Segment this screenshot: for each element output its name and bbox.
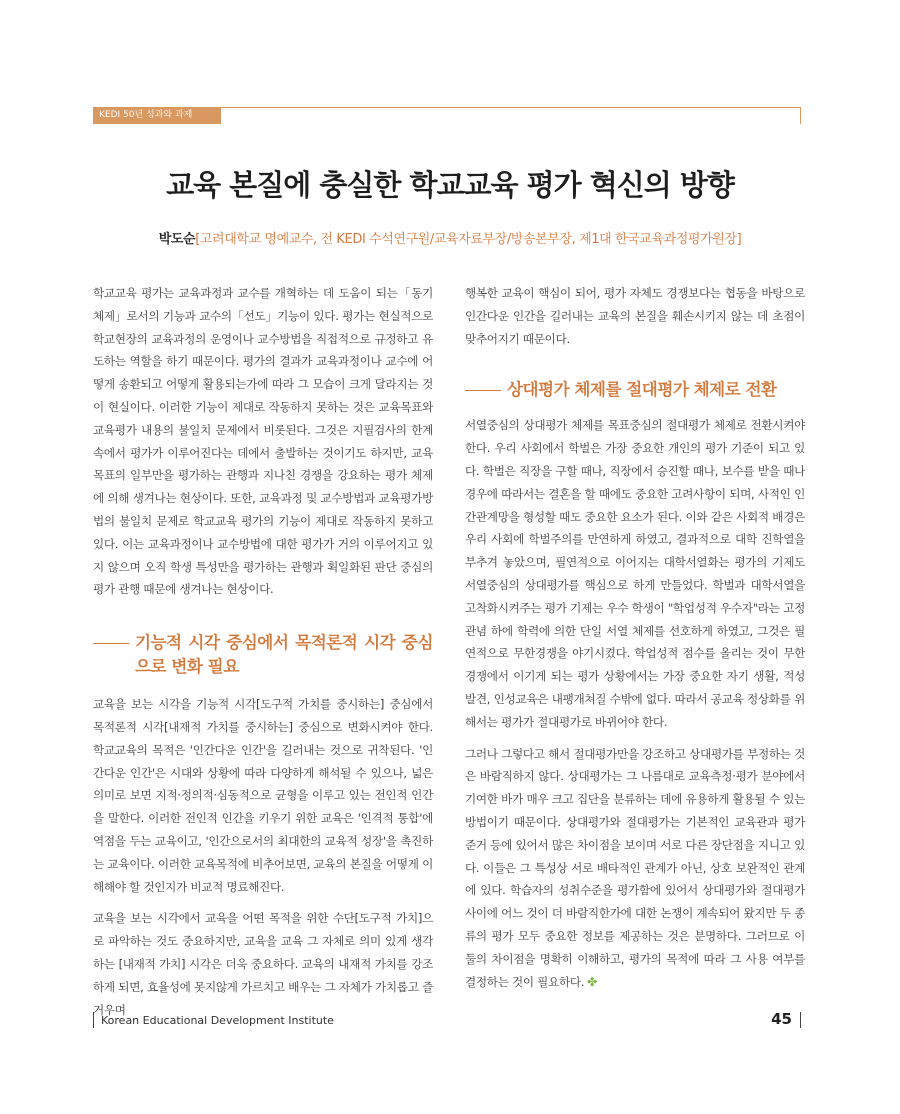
footer-institute: Korean Educational Development Institute: [101, 1014, 334, 1027]
author-affiliation: [고려대학교 명예교수, 전 KEDI 수석연구원/교육자료부장/방송본부장, 제1대 한국교육과정평가원장]: [195, 232, 742, 247]
footer-rule-right: [800, 1012, 801, 1028]
section-heading: [93, 631, 433, 679]
section-title: 기능적 시각 중심에서 목적론적 시각 중심으로 변화 필요: [135, 633, 433, 677]
paragraph: 학교교육 평가는 교육과정과 교수를 개혁하는 데 도움이 되는「동기 체제」로서의 기능과 교수의「선도」기능이 있다. 평가는 현실적으로 학교현장의 교육과정의 운영이나 교수방법을 직접적으로 규정하고 유도하는 역할을 하기 때문이다. 평가의 결과가 교육과정이나 교수에 어떻게 송환되고 어떻게 활용되는가에 따라 그 모습이 크게 달라지는 것이 현실이다. 이러한 기능이 제대로 작동하지 못하는 것은 교육목표와 교육평가 내용의 불일치 문제에서 비롯된다. 그것은 지필검사의 한계 속에서 평가가 이루어진다는 데에서 출발하는 것이기도 하지만, 교육목표의 일부만을 평가하는 관행과 지나친 경쟁을 강요하는 평가 체제에 의해 생겨나는 현상이다. 또한, 교육과정 및 교수방법과 교육평가방법의 불일치 문제로 학교교육 평가의 기능이 제대로 작동하지 못하고 있다. 이는 교육과정이나 교수방법에 대한 평가가 거의 이루어지고 있지 않으며 오직 학생 특성만을 평가하는 관행과 획일화된 판단 중심의 평가 관행 때문에 생겨나는 현상이다.: [93, 286, 433, 597]
heading-dash: [93, 643, 129, 644]
header-rule-end: [800, 107, 801, 124]
footer-rule-left: [93, 1012, 94, 1028]
section-title: 상대평가 체제를 절대평가 체제로 전환: [507, 380, 777, 400]
paragraph: 교육을 보는 시각을 기능적 시각[도구적 가치를 중시하는] 중심에서 목적론적 시각[내재적 가치를 중시하는] 중심으로 변화시켜야 한다. 학교교육의 목적은 '인간다운 인간'을 길러내는 것으로 귀착된다. '인간다운 인간'은 시대와 상황에 따라 다양하게 해석될 수 있으나, 넓은 의미로 보면 지적·정의적·심동적으로 균형을 이루고 있는 전인적 인간을 말한다. 이러한 전인적 인간을 키우기 위한 교육은 '인격적 통합'에 역점을 두는 교육이고, '인간으로서의 최대한의 교육적 성장'을 촉진하는 교육이다. 이러한 교육목적에 비추어보면, 교육의 본질을 어떻게 이해해야 할 것인지가 비교적 명료해진다.: [93, 697, 433, 894]
left-column: [93, 282, 433, 1030]
page-number: 45: [771, 1010, 792, 1028]
paragraph: 행복한 교육이 핵심이 되어, 평가 자체도 경쟁보다는 협동을 바탕으로 인간다운 인간을 길러내는 교육의 본질을 훼손시키지 않는 데 초점이 맞추어지기 때문이다.: [465, 286, 805, 346]
clover-icon: ✤: [587, 974, 597, 989]
heading-dash: [465, 390, 501, 391]
paragraph-text: 그러나 그렇다고 해서 절대평가만을 강조하고 상대평가를 부정하는 것은 바람직하지 않다. 상대평가는 그 나름대로 교육측정·평가 분야에서 기여한 바가 매우 크고 집단을 분류하는 데에 유용하게 활용될 수 있는 방법이기 때문이다. 상대평가와 절대평가는 기본적인 교육관과 평가 준거 등에 있어서 많은 차이점을 보이며 서로 다른 장단점을 지니고 있다. 이들은 그 특성상 서로 배타적인 관계가 아닌, 상호 보완적인 관계에 있다. 학습자의 성취수준을 평가함에 있어서 상대평가와 절대평가 사이에 어느 것이 더 바람직한가에 대한 논쟁이 계속되어 왔지만 두 종류의 평가 모두 중요한 정보를 제공하는 것은 분명하다. 그러므로 이 둘의 차이점을 명확히 이해하고, 평가의 목적에 따라 그 사용 여부를 결정하는 것이 필요하다.: [465, 746, 805, 989]
author-line: [0, 228, 900, 247]
header-rule: [221, 107, 801, 108]
page-title: 교육 본질에 충실한 학교교육 평가 혁신의 방향: [166, 168, 734, 202]
paragraph: 교육을 보는 시각에서 교육을 어떤 목적을 위한 수단[도구적 가치]으로 파악하는 것도 중요하지만, 교육을 교육 그 자체로 의미 있게 생각하는 [내재적 가치] 시각은 더욱 중요하다. 교육의 내재적 가치를 강조하게 되면, 효율성에 못지않게 가르치고 배우는 그 자체가 가치롭고 즐거우며: [93, 911, 433, 1017]
section-tag: KEDI 50년 성과와 과제: [93, 107, 221, 124]
right-column: [465, 282, 805, 1002]
section-heading: [465, 378, 805, 402]
author-name: 박도순: [158, 232, 196, 247]
paragraph: 서열중심의 상대평가 체제를 목표중심의 절대평가 체제로 전환시켜야 한다. 우리 사회에서 학벌은 가장 중요한 개인의 평가 기준이 되고 있다. 학벌은 직장을 구할 때나, 직장에서 승진할 때나, 보수를 받을 때나 경우에 따라서는 결혼을 할 때에도 중요한 고려사항이 되며, 사적인 인간관계망을 형성할 때도 중요한 요소가 된다. 이와 같은 사회적 배경은 우리 사회에 학벌주의를 만연하게 하였고, 결과적으로 대학 진학열을 부추겨 놓았으며, 필연적으로 이어지는 대학서열화는 평가의 기제도 서열중심의 상대평가를 핵심으로 하게 만들었다. 학벌과 대학서열을 고착화시켜주는 평가 기제는 우수 학생이 "학업성적 우수자"라는 고정 관념 하에 학력에 의한 단일 서열 체제를 선호하게 하였고, 그것은 필연적으로 무한경쟁을 야기시켰다. 학업성적 점수를 올리는 것이 무한 경쟁에서 이기게 되는 평가 상황에서는 가장 중요한 자기 생활, 적성 발견, 인성교육은 내팽개쳐질 수밖에 없다. 따라서 공교육 정상화를 위해서는 평가가 절대평가로 바뀌어야 한다.: [465, 418, 805, 729]
paragraph: [465, 743, 805, 994]
